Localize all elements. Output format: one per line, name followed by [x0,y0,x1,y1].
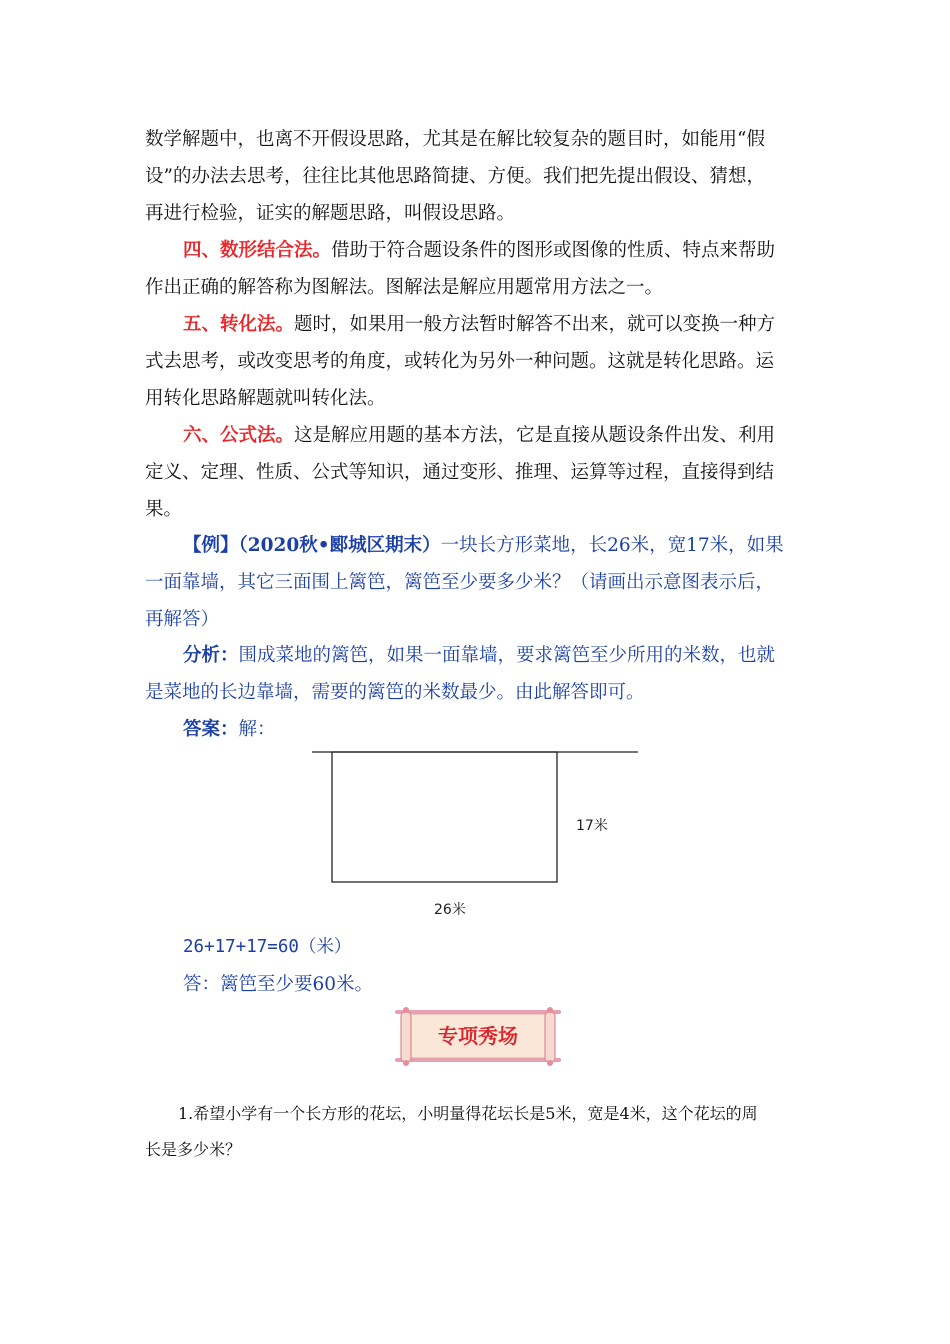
method5-text: 题时，如果用一般方法暂时解答不出来，就可以变换一种方 [294,314,776,335]
analysis-paragraph [145,637,805,711]
answer-label: 答案： [183,719,239,740]
analysis-label: 分析： [183,645,239,666]
analysis-text: 围成菜地的篱笆，如果一面靠墙，要求篱笆至少所用的米数，也就 [238,645,776,666]
example-paragraph [145,527,805,638]
method5-text: 式去思考，或改变思考的角度，或转化为另外一种问题。这就是转化思路。运 [145,351,775,372]
garden-rectangle [332,752,557,882]
banner-title: 专项秀场 [438,1024,518,1048]
length-label: 26米 [434,902,466,918]
question1-text: 1.希望小学有一个长方形的花坛，小明量得花坛长是5米，宽是4米，这个花坛的周 [178,1104,758,1123]
solution-conclusion: 答：篱笆至少要60米。 [183,974,374,995]
analysis-text: 是菜地的长边靠墙，需要的篱笆的米数最少。由此解答即可。 [145,682,645,703]
example-text: 再解答） [145,609,220,630]
example-tag: 【例】（2020秋•郾城区期末） [183,535,441,556]
solution-equation: 26+17+17=60（米） [183,937,352,957]
question1-paragraph [145,1096,818,1168]
method4-text: 借助于符合题设条件的图形或图像的性质、特点来帮助 [331,240,776,261]
solution-paragraph [145,929,805,1003]
method4-title: 四、数形结合法。 [183,240,332,261]
method6-paragraph [145,417,805,528]
answer-text: 解： [238,719,276,740]
question1-text: 长是多少米？ [145,1140,242,1159]
intro-line: 再进行检验，证实的解题思路，叫假设思路。 [145,203,516,224]
intro-line: 数学解题中，也离不开假设思路，尤其是在解比较复杂的题目时，如能用“假 [145,129,765,150]
method6-text: 定义、定理、性质、公式等知识，通过变形、推理、运算等过程，直接得到结 [145,462,775,483]
width-label: 17米 [576,818,608,834]
example-text: 一块长方形菜地，长26米，宽17米，如果 [440,535,784,556]
section-banner [393,1005,563,1067]
method4-text: 作出正确的解答称为图解法。图解法是解应用题常用方法之一。 [145,277,664,298]
intro-paragraph [145,121,805,232]
rectangle-diagram [300,740,660,930]
method6-text: 这是解应用题的基本方法，它是直接从题设条件出发、利用 [294,425,776,446]
method6-title: 六、公式法。 [183,425,295,446]
method5-text: 用转化思路解题就叫转化法。 [145,388,386,409]
method6-text: 果。 [145,499,183,520]
method5-paragraph [145,306,805,417]
intro-line: 设”的办法去思考，往往比其他思路简捷、方便。我们把先提出假设、猜想， [145,166,765,187]
method4-paragraph [145,232,805,306]
example-text: 一面靠墙，其它三面围上篱笆，篱笆至少要多少米？（请画出示意图表示后， [145,572,775,593]
method5-title: 五、转化法。 [183,314,295,335]
